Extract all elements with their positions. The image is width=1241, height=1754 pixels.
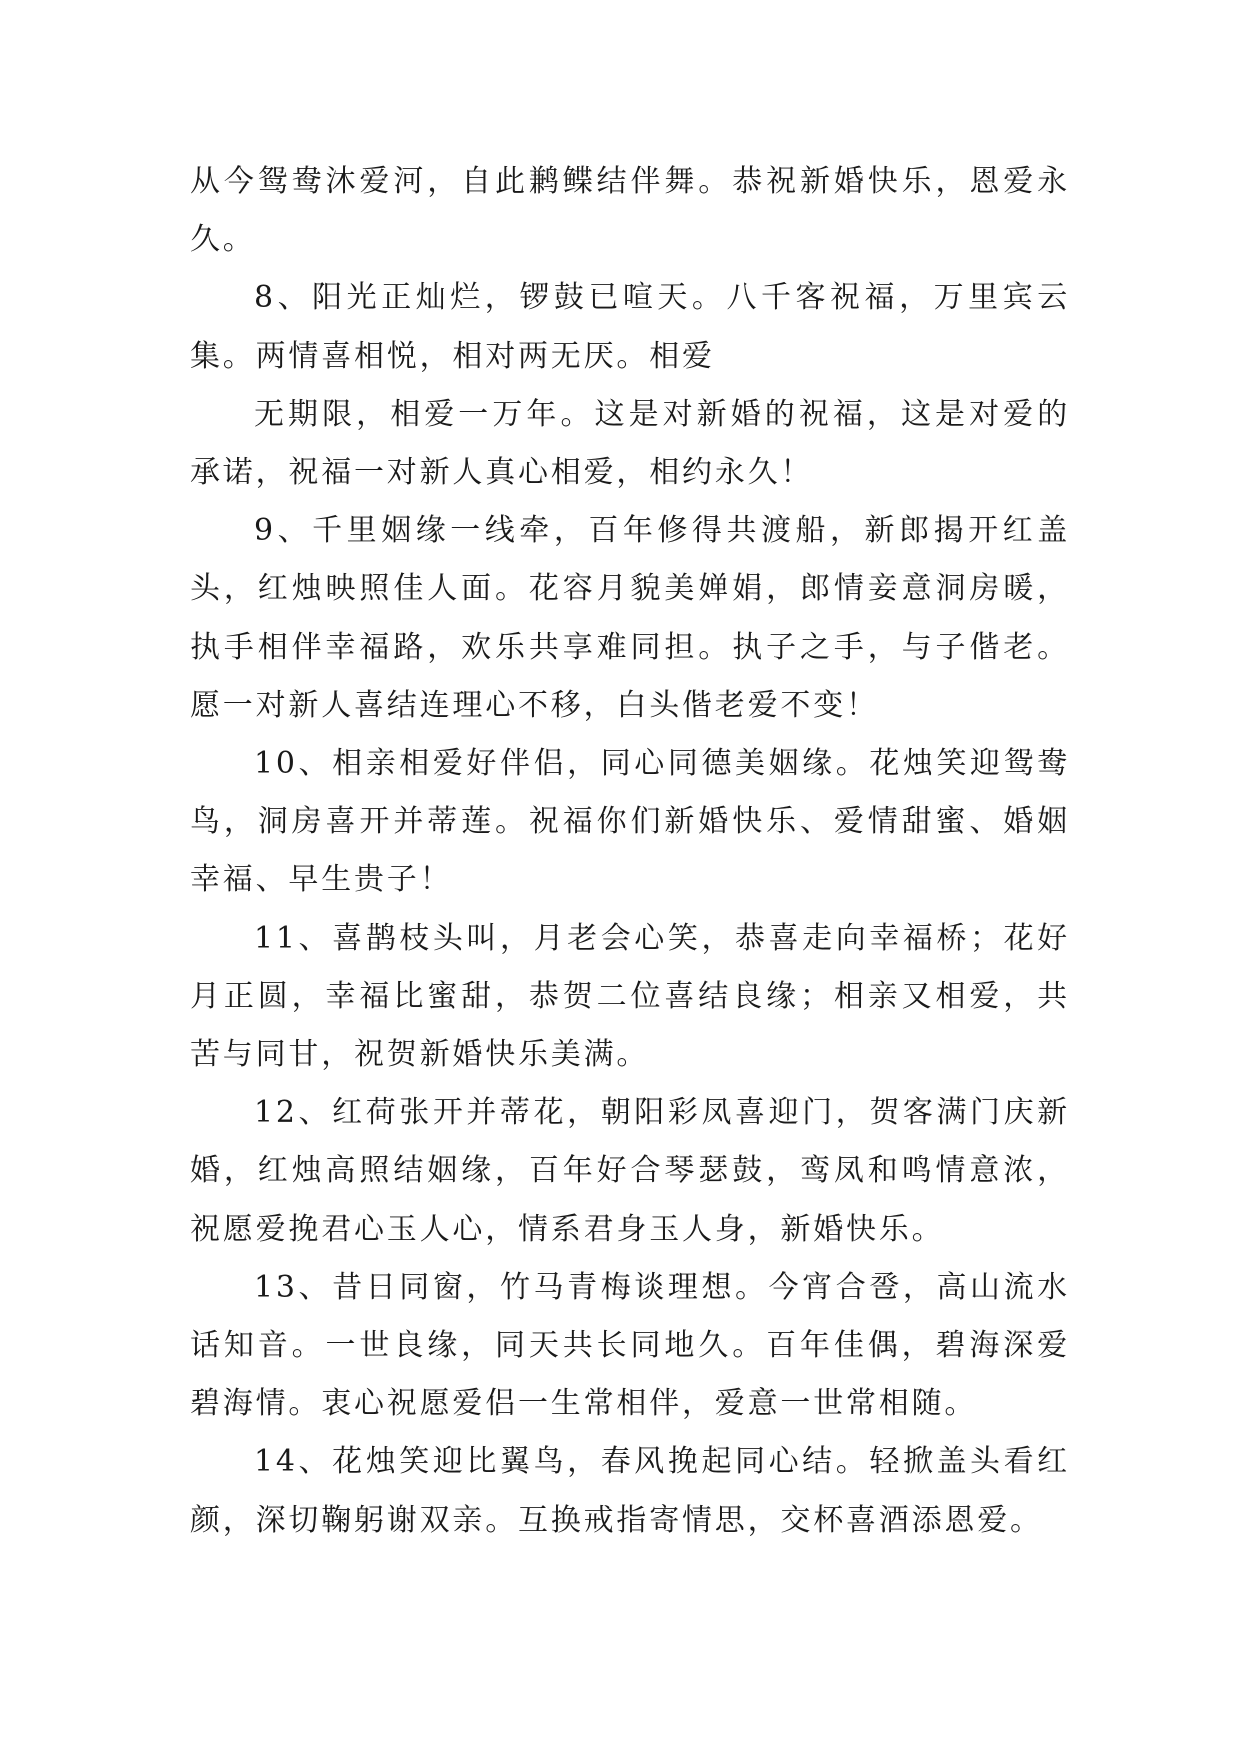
document-body (190, 153, 1070, 1550)
paragraph-4: 9、千里姻缘一线牵，百年修得共渡船，新郎揭开红盖头，红烛映照佳人面。花容月貌美婵娟，郎情妾意洞房暖，执手相伴幸福路，欢乐共享难同担。执子之手，与子偕老。愿一对新人喜结连理心不移，白头偕老爱不变！ (190, 513, 1070, 723)
paragraph-2: 8、阳光正灿烂，锣鼓已喧天。八千客祝福，万里宾云集。两情喜相悦，相对两无厌。相爱 (190, 280, 1070, 374)
paragraph-7: 12、红荷张开并蒂花，朝阳彩凤喜迎门，贺客满门庆新婚，红烛高照结姻缘，百年好合琴瑟鼓，鸾凤和鸣情意浓，祝愿爱挽君心玉人心，情系君身玉人身，新婚快乐。 (190, 1095, 1070, 1247)
paragraph-6: 11、喜鹊枝头叫，月老会心笑，恭喜走向幸福桥；花好月正圆，幸福比蜜甜，恭贺二位喜结良缘；相亲又相爱，共苦与同甘，祝贺新婚快乐美满。 (190, 920, 1070, 1073)
paragraph-5: 10、相亲相爱好伴侣，同心同德美姻缘。花烛笑迎鸳鸯鸟，洞房喜开并蒂莲。祝福你们新婚快乐、爱情甜蜜、婚姻幸福、早生贵子！ (190, 746, 1070, 898)
paragraph-9: 14、花烛笑迎比翼鸟，春风挽起同心结。轻掀盖头看红颜，深切鞠躬谢双亲。互换戒指寄情思，交杯喜酒添恩爱。 (190, 1444, 1070, 1538)
paragraph-8: 13、昔日同窗，竹马青梅谈理想。今宵合卺，高山流水话知音。一世良缘，同天共长同地久。百年佳偶，碧海深爱碧海情。衷心祝愿爱侣一生常相伴，爱意一世常相随。 (190, 1269, 1070, 1422)
paragraph-3: 无期限，相爱一万年。这是对新婚的祝福，这是对爱的承诺，祝福一对新人真心相爱，相约永久！ (190, 396, 1070, 491)
paragraph-1: 从今鸳鸯沐爱河，自此鹣鲽结伴舞。恭祝新婚快乐，恩爱永久。 (190, 164, 1070, 258)
